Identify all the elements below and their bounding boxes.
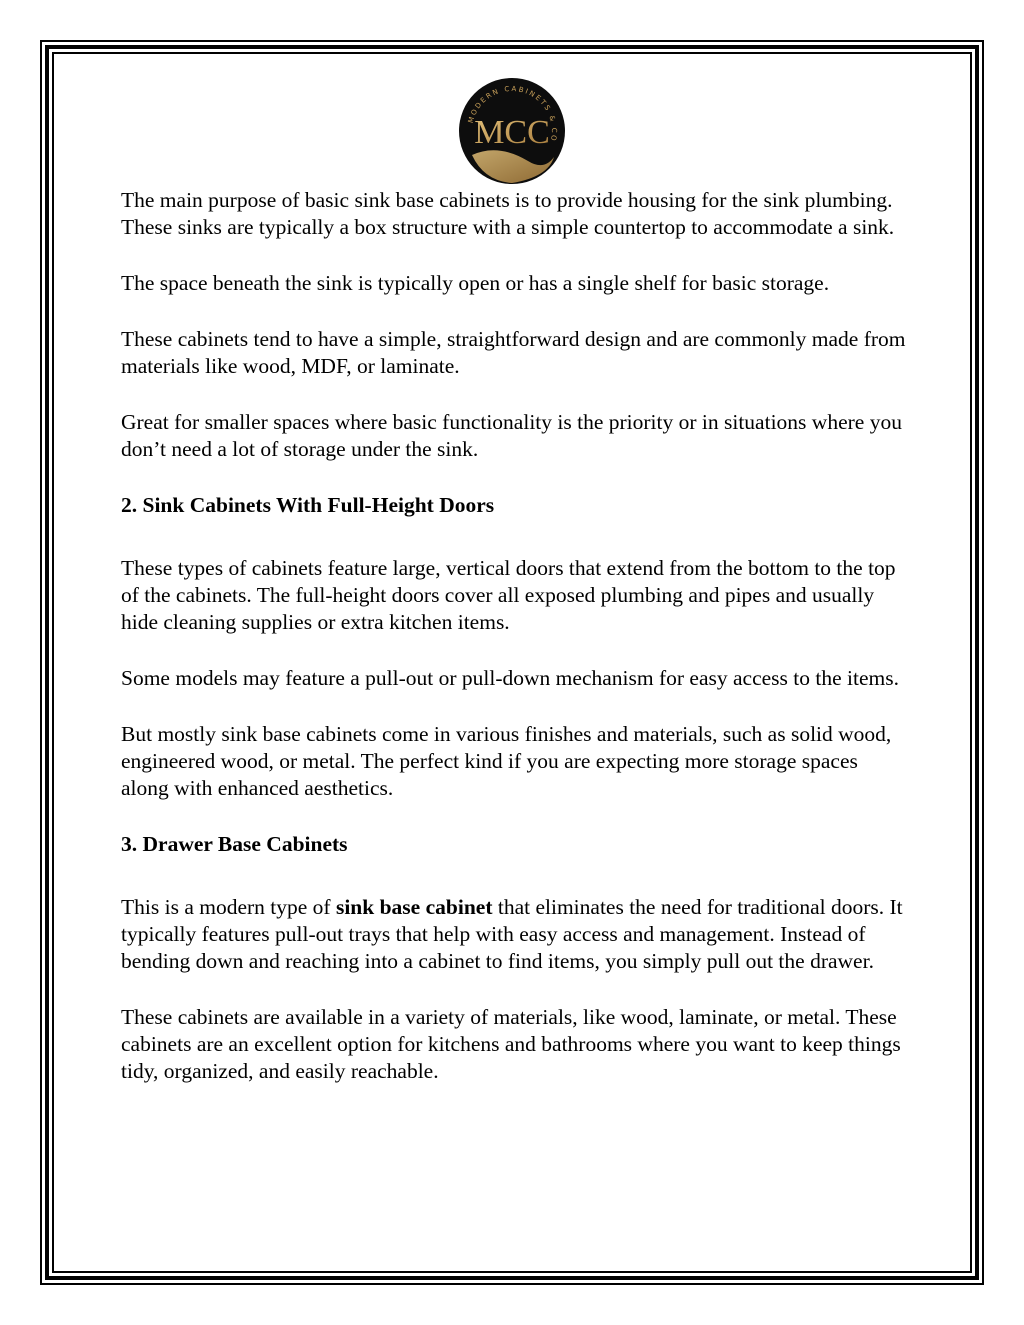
paragraph: But mostly sink base cabinets come in various finishes and materials, such as solid wood, engineered wood, or metal. The perfect kind if you are expecting more storage spaces along with enhanced aesthetics. [121,722,892,800]
paragraph: These types of cabinets feature large, vertical doors that extend from the bottom to the top of the cabinets. The full-height doors cover all exposed plumbing and pipes and usually hide cleaning supplies or extra kitchen items. [121,556,896,634]
logo-ring-text: MODERN CABINETS & CO [466,84,559,144]
document-body [121,187,911,1114]
section-heading: 3. Drawer Base Cabinets [121,832,348,856]
paragraph: The main purpose of basic sink base cabinets is to provide housing for the sink plumbing. These sinks are typically a box structure with a simple countertop to accommodate a sink. [121,188,895,239]
text-run: that eliminates the need for traditional doors. It typically features pull-out trays that help with easy access and management. Instead of bending down and reaching into a cabinet to find items, you simply pull out the drawer. [121,895,903,973]
paragraph: The space beneath the sink is typically open or has a single shelf for basic storage. [121,271,830,295]
logo-initials: MCC [474,114,550,151]
text-run: This is a modern type of [121,895,336,919]
paragraph: These cabinets are available in a variety of materials, like wood, laminate, or metal. These cabinets are an excellent option for kitchens and bathrooms where you want to keep things tidy, organized, and easily reachable. [121,1005,901,1083]
paragraph: Great for smaller spaces where basic functionality is the priority or in situations where you don’t need a lot of storage under the sink. [121,410,902,461]
paragraph: These cabinets tend to have a simple, straightforward design and are commonly made from materials like wood, MDF, or laminate. [121,327,906,378]
section-heading: 2. Sink Cabinets With Full-Height Doors [121,493,495,517]
mcc-logo [458,77,566,185]
bold-keyword: sink base cabinet [335,895,493,919]
paragraph: Some models may feature a pull-out or pull-down mechanism for easy access to the items. [121,666,899,690]
paragraph [121,894,911,975]
